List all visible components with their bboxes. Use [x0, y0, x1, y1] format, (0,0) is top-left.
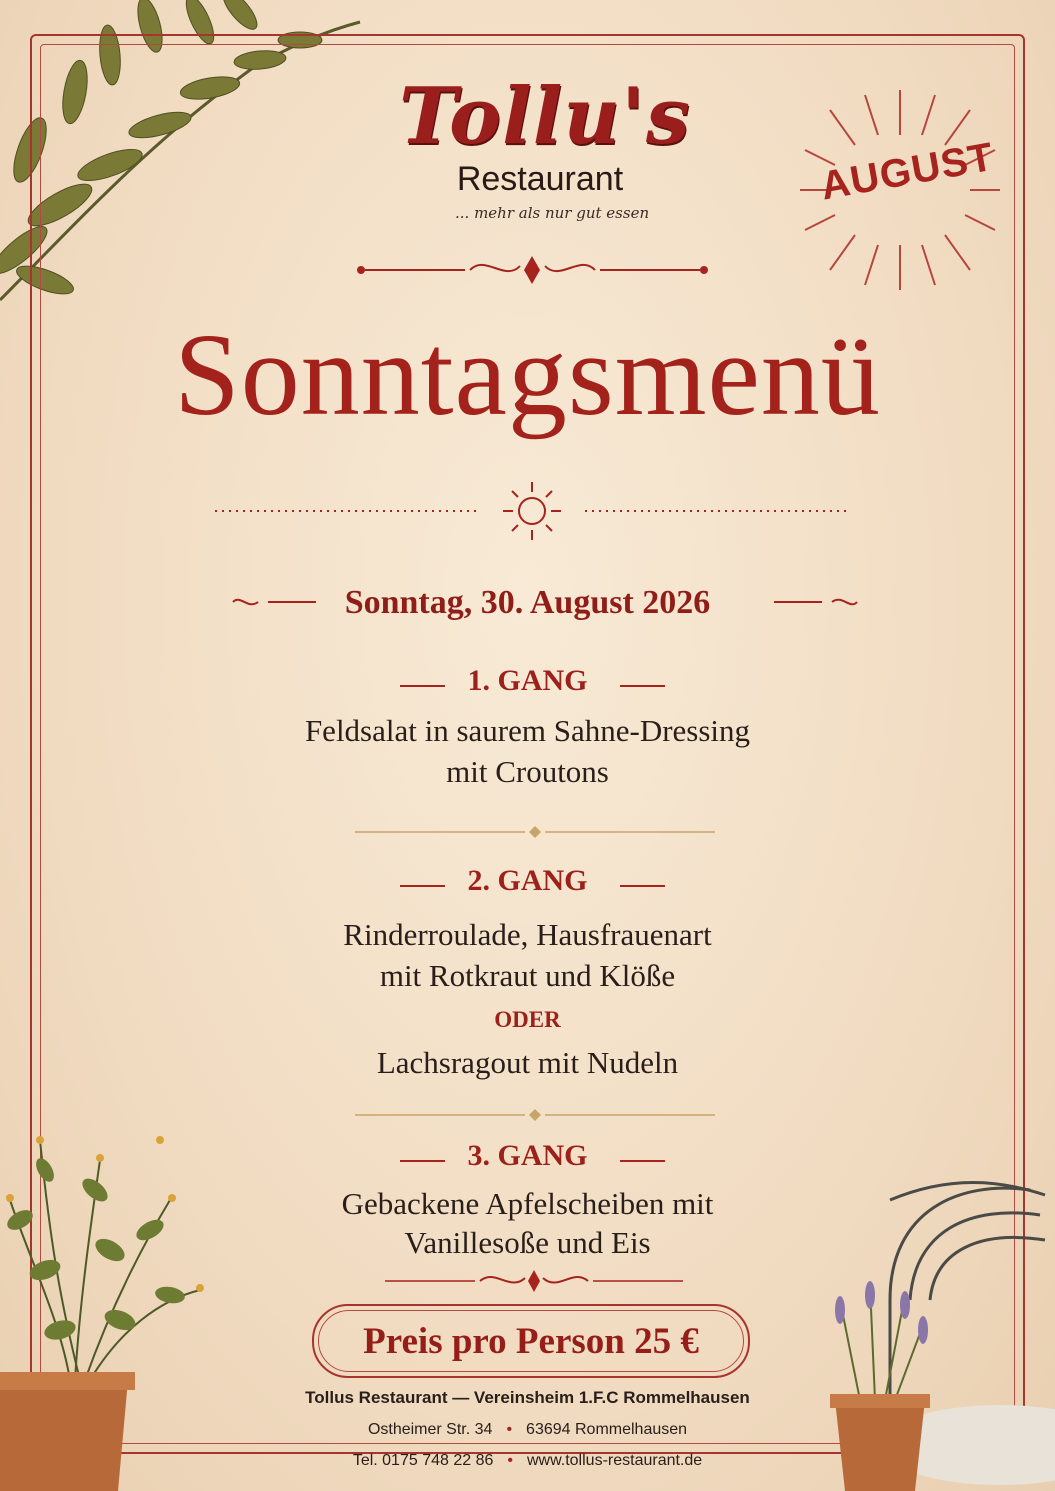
- course-1-heading: 1. GANG: [467, 664, 588, 697]
- page-title: Sonntagsmenü: [174, 309, 881, 440]
- course-2-alternative: Lachsragout mit Nudeln: [376, 1045, 679, 1080]
- flourish-icon: [355, 252, 710, 288]
- course-2-heading: 2. GANG: [467, 864, 588, 897]
- course-3-line-1: Gebackene Apfelscheiben mit: [341, 1186, 714, 1221]
- price-label: Preis pro Person 25 €: [363, 1320, 699, 1362]
- date-ornament-right-icon: [772, 592, 862, 612]
- course-2-line-2: mit Rotkraut und Klöße: [379, 958, 676, 993]
- lavender-pot-icon: [820, 1270, 940, 1491]
- logo-tagline: ... mehr als nur gut essen: [455, 204, 650, 222]
- alternative-label: ODER: [494, 1007, 561, 1032]
- footer-website[interactable]: www.tollus-restaurant.de: [526, 1452, 703, 1469]
- gold-divider-icon: [355, 1107, 715, 1123]
- separator-dot-icon: •: [506, 1421, 513, 1438]
- course-3-heading: 3. GANG: [467, 1139, 588, 1172]
- footer-venue: Tollus Restaurant — Vereinsheim 1.F.C Rommelhausen: [305, 1388, 750, 1407]
- separator-dot-icon: •: [507, 1452, 513, 1469]
- price-box: [312, 1304, 750, 1378]
- footer-city: 63694 Rommelhausen: [526, 1421, 688, 1438]
- footer-phone: Tel. 0175 748 22 86: [352, 1452, 494, 1469]
- flourish-icon: [385, 1268, 683, 1294]
- course-2-line-1: Rinderroulade, Hausfrauenart: [343, 917, 712, 952]
- footer-street: Ostheimer Str. 34: [367, 1421, 493, 1438]
- logo-name: Tollu's: [399, 71, 691, 162]
- potted-herb-icon: [0, 1080, 230, 1491]
- sun-divider-icon: [210, 478, 855, 548]
- month-badge: AUGUST: [817, 134, 998, 209]
- gold-divider-icon: [355, 824, 715, 840]
- logo-subtitle: Restaurant: [456, 160, 624, 198]
- course-1-line-2: mit Croutons: [446, 754, 609, 789]
- course-3-line-2: Vanillesoße und Eis: [404, 1225, 651, 1260]
- course-1-line-1: Feldsalat in saurem Sahne-Dressing: [304, 713, 751, 748]
- menu-date: Sonntag, 30. August 2026: [344, 584, 711, 621]
